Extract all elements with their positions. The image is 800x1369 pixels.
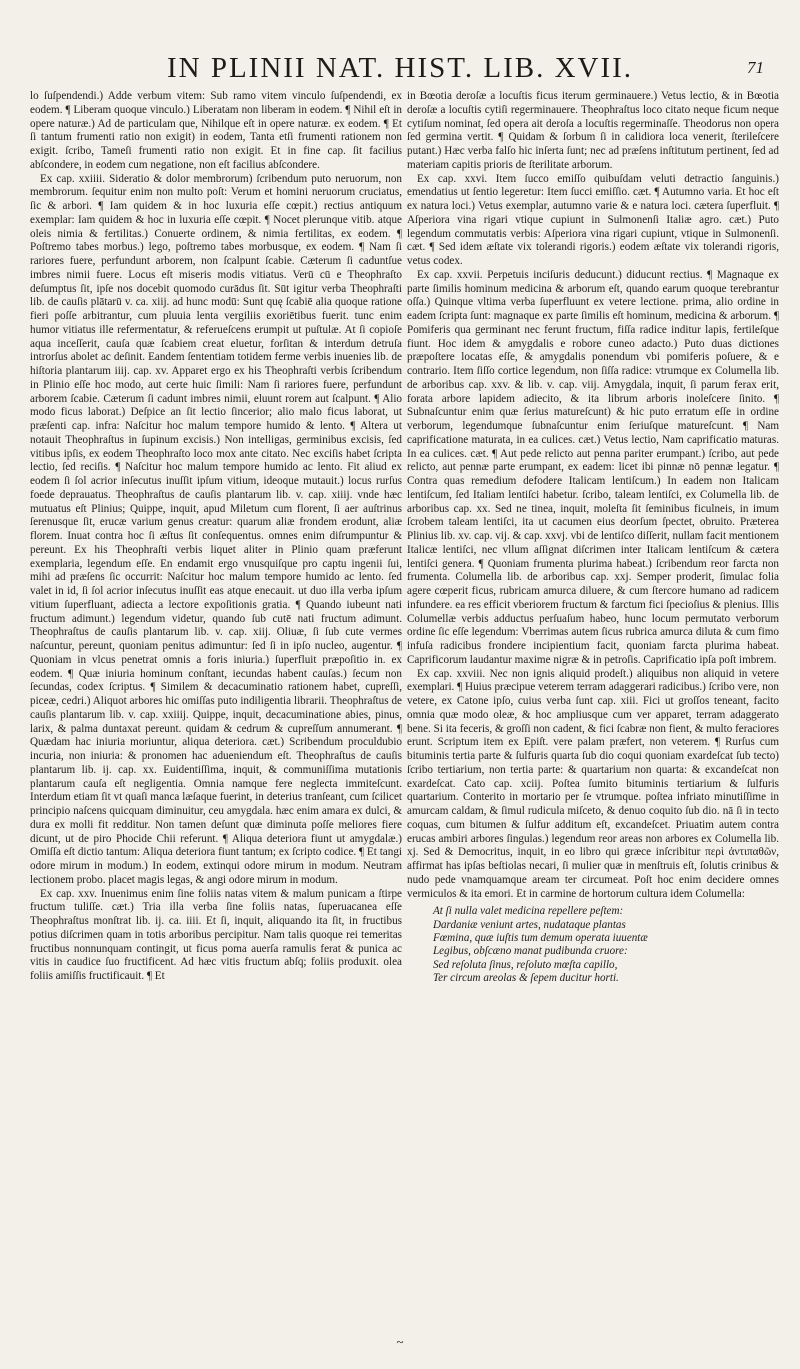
commentary-paragraph: Ex cap. xxvii. Perpetuis inciſuris deducunt.) diducunt rectius. ¶ Magnaque ex parte ſimilis hominum medicina & arborum eſt, quando earum quoque terebrantur oſſa.) Quinque vltima verba ſuperfluunt ex vetere lectione. prima, alio ordine in eadem ſcripta ſunt: magnaque ex parte ſimilis eſt hominum, medicina & arborum. ¶ Pomiferis qua germinant nec ferunt fructum, fiſſa radice inditur lapis, fertileſque fiunt. Hoc idem & amygdalis e robore cuneo adacto.) Puto duas dictiones præpoſtere locatas eſſe, & amygdalis ponendum vbi pomiferis poſuere, & e contrario. Item ſiſſo cortice legendum, non ſiſſa radice: vtrumque ex Columella lib. de arboribus cap. xxv. & lib. v. cap. viij. Amygdala, inquit, ſi parum ferax erit, forata arbore lapidem adiecito, & ita librum arboris inoleſcere ſinito. ¶ Subnaſcuntur enim quæ ſerius matureſcunt) & hic puto erratum eſſe in ordine verborum, legendumque ſubnaſcuntur enim ſeriuſque matureſcunt. ¶ Nam caprificatione maturata, in ea culices. cæt.) Vetus lectio, Nam caprificatio maturas. In ea culices. cæt. ¶ Aut pede relicto aut penna pariter erumpant.) ſcribo, aut pede relicto, aut pennæ parte erumpant, ex eadem: licet ibi pinnæ nō pennæ legatur. ¶ Contra quas remedium defodere Italicam lentiſcum.) In eadem non Italicam lentiſcum, ſed Italiam lentiſci habetur. ſcribo, taleam lentiſci, ex Columella lib. de arboribus cap. xx. Sed ne tinea, inquit, moleſta ſit ſeminibus ficulneis, in imum ſcrobem taleam lentiſci, ita ut cacumen eius deorſum ſpectet, obruito. Præterea Plinius lib. xv. cap. vij. & cap. xxvj. vbi de lentiſco diſſerit, nullam facit mentionem Italicæ lentiſci, nec vllum aſſignat diſcrimen inter Italicam lentiſcum & cætera lentiſci genera. ¶ Quoniam frumenta plurima habeat.) ſcribendum reor farcta non frumenta. Columella lib. de arboribus cap. xxj. Semper proderit, ſimulac folia agere cœperit ficus, rubricam amurca diluere, & cum ſtercore humano ad radicem infundere. ea res efficit vberiorem fructum & farctum fici ſpecioſius & plenius. Illis Columellæ verbis adductus perſuaſum habeo, hunc locum permutato verborum ordine ſic eſſe legendum: Vberrimas autem ſicus rubrica amurca diluta & cum fimo infuſa radicibus frondere incipientium facit, quoniam farcta plurima habeat. Caprificorum laudantur maxime nigræ & in petroſis. Caprificatio ipſa poſt imbrem.: [407, 268, 779, 666]
verse-line: Dardaniæ veniunt artes, nudataque plantas: [433, 918, 626, 931]
verse-line: At ſi nulla valet medicina repellere peſtem:: [433, 905, 624, 918]
left-column: [30, 90, 402, 984]
commentary-paragraph: lo ſuſpendendi.) Adde verbum vitem: Sub ramo vitem vinculo ſuſpendendi, ex eodem. ¶ Liberam quoque vinculo.) Liberatam non liberam in eodem. ¶ Nihil eſt in opere naturæ.) Ad de particulam que, Nihilque eſt in opere naturæ. ex eodem. ¶ Et ſi tantum frumenti ratio non exigit) in eodem, Tanta etſi frumenti rationem non exigit. ſcribo, Tameſi frumenti ratio non exigit. Et in fine cap. ſit facilius abſcondere, in eodem cum negatione, non eſt facilius abſcondere.: [30, 90, 402, 171]
running-title: IN PLINII NAT. HIST. LIB. XVII.: [166, 52, 634, 84]
commentary-paragraph: Ex cap. xxviii. Nec non ignis aliquid prodeſt.) aliquibus non aliquid in vetere exemplari. ¶ Huius præcipue veterem terram adaggerari radicibus.) ſcribo vere, non vetere, ex Catone ipſo, cuius verba ſunt cap. xiii. Fici ut groſſos teneant, facito omnia quæ modo oleæ, & hoc ampliusque cum ver apparet, terram adaggerato bene. Si ita feceris, & groſſi non cadent, & fici ſcabræ non fient, & multo feraciores erunt. Scriptum item ex Epiſt. vere palam præfert, non veterem. ¶ Rurſus cum bituminis tertia parte & ſulfuris quarta ſub dio coqui quoniam exardeſcat ſub tecto) ſcribo tertiarium, non tertia parte: & quartarium non quarta: & excandeſcat non exardeſcat. Cato cap. xciij. Poſtea ſumito bituminis tertiarium & ſulfuris quartarium. Conterito in mortario per ſe vtrumque. poſtea infriato minutiſſime in amurcam caldam, & ſimul rudicula miſceto, & denuo coquito ſub dio. nā ſi in tecto coquas, cum bitumen & ſulfur additum eſt, excandeſcet. Priuatim autem contra erucas ambiri arbores ſingulas.) legendum reor areas non arbores ex Columella lib. xj. Sed & Democritus, inquit, in eo libro qui græce inſcribitur περὶ ἀντιπαθῶν, affirmat has ipſas beſtiolas necari, ſi mulier quæ in menſtruis eſt, ſolutis crinibus & nudo pede vnamquamque aream ter circumeat. Poſt hoc enim decidere omnes vermiculos & ita emori. Et in carmine de hortorum cultura idem Columella:: [407, 667, 779, 900]
verse-line: Sed reſoluta ſinus, reſoluto mœſta capillo,: [433, 958, 618, 971]
verse-line: Fœmina, quæ iuſtis tum demum operata iuuentæ: [433, 932, 648, 945]
page-number: 71: [747, 58, 764, 77]
commentary-paragraph: Ex cap. xxv. Inuenimus enim ſine foliis natas vitem & malum punicam a ſtirpe fructum tuliſſe. cæt.) Tria illa verba ſine foliis natas, ſuperuacanea eſſe Theophraſtus monſtrat lib. ij. ca. iiii. Et ſi, inquit, aliquando ita ſit, in fructibus potius diſcrimen quam in totis arboribus percipitur. Nam talis quoque rei temeritas fructibus nonnunquam contingit, ut ficus poma auerſa ramulis ferat & punica ac vitis in caudice ſuo fructificent. Ad hæc vitis fructum abſq; foliis produxit. olea foliis amiſſis fructificauit. ¶ Et: [30, 887, 402, 982]
verse-line: Ter circum areolas & ſepem ducitur horti.: [433, 972, 619, 985]
commentary-paragraph: Ex cap. xxiiii. Sideratio & dolor membrorum) ſcribendum puto neruorum, non membrorum. ſequitur enim non multo poſt: Verum et homini neruorum cruciatus, ſic & arbori. ¶ Iam quidem & in hoc luxuria eſſe cœpit.) rectius antiquum exemplar: Iam quidem & hoc in luxuria eſſe cœpit. ¶ Nocet plerunque vitib. atque oleis nimia & fertilitas.) Conuerte ordinem, & nimia fertilitas, ex eodem. ¶ Poſtremo tabes morbus.) lego, poſtremo tabes morbusque, ex eodem. ¶ Nam ſi rariores fuere, perfundunt arborem, non ſcalpunt ſcabie. Cæterum ſi caduntſue imbres nimii fuere. Locus eſt miseris modis vitiatus. Verū cū e Theophraſto deſumptus ſit, ipſe nos docebit quomodo curādus ſit. Sūt igitur verba Theophraſti lib. de cauſis plātarū v. ca. xiij. ad hunc modū: Sunt quę ſcabiē alia quoque ratione fieri poſſe arbitrantur, cum pluuia lenta vergiliis exoriētibus fuerit. tunc enim humor vitiatus ille refermentatur, & referueſcens erumpit ut puſtulæ. At ſi copioſe aqua inceſſerit, cauſa quæ ſcabiem creat eluetur, forſitan & interdum detruſa introrſus abolet ac deſinit. Eandem ſententiam totidem ferme verbis inuenies lib. de hiſtoria plantarum iiij. cap. xv. Apparet ergo ex his Theophraſti verbis ſcribendum in Plinio eſſe hoc modo, aut certe huic ſimili: Nam ſi rariores fuere, perfundunt arborem ſcabie. Cæterum ſi cadunt imbres nimii, eluunt rorem aut ſcalpunt. ¶ Alio modo ficus laborat.) Deſpice an ſit lectio ſincerior; alio malo ficus laborat, ut præſenti cap. infra: Naſcitur hoc malum tempore humido & lento. ¶ Altera ut notauit Theophraſtus in ſupinum excisis.) Non intelligas, germinibus excisis, ſed vitibus ipſis, ex eodem Theophraſto loco mox ante citato. Nec exciſis habet ſcripta lectio, ſed reciſis. ¶ Naſcitur hoc malum tempore humido ac lento. Fit aliud ex eodem ſi ſol acrior inſecutus inuſſit ipſum vitium, ideoque mutauit.) locus rurſus foede deprauatus. Theophraſtus de cauſis plantarum lib. v. cap. xiiij. vnde hæc mutuatus eſt Plinius; Quippe, inquit, apud Miletum cum florent, ſi aer auſtrinus ſerenusque ſit, erucæ varium genus creatur: quarum aliæ frondem erodunt, aliæ florem. Inuat contra hoc ſi æſtus ſit conſequentus. omnes enim diſrumpuntur & pereunt. Ex his Theophraſti verbis liquet aliter in Plinio quam præferunt exemplaria, legendum eſſe. En endamit ergo vnusquiſque pro captu ingenii ſui, mihi ad præſens ſic occurrit: Naſcitur hoc malum tempore humido ac lento. ſed valet in id, ſi ſol acrior inſecutus inuſſit eas atque enecauit. ut duo illa verba ipſum vitium ſuperfluant, adiecta a lectore expoſitionis gratia. ¶ Quando iubeunt nati fructum adimunt.) legendum videtur, quando ſub cutē nati fructum adimunt. Theophraſtus de cauſis plantarum lib. v. cap. xiij. Oliuæ, ſi ſub cute vermes naſcuntur, pereunt, quoniam penitus adimuntur: ſed ſi in ipſo nucleo, augentur. ¶ Quoniam in vlcus penetrat omnis a foris iniuria.) ſuperfluit præpoſitio in. ex eodem. ¶ Quæ iniuria hominum conſtant, iecundas habent cauſas.) ſecum non ſecundas, codex ſcriptus. ¶ Similem & decacuminatio rationem habet, cupreſſi, piceæ, cedri.) Aliquot arbores hic omiſſas puto indiligentia librarii. Theophraſtus de cauſis plantarum lib. v. cap. xxiiij. Quippe, inquit, decacuminatione abies, pinus, larix, & palma duntaxat pereunt. quidam & cedrum & cupreſſum annumerant. ¶ Quædam hac iniuria moriuntur, aliqua deteriora. cæt.) Scribendum proculdubio incuria, non iniuria: & pronomen hac adueniendum eſt. Theophraſtus de cauſis plantarum lib. ij. cap. xx. Euidentiſſima, inquit, & communiſſima mutationis plantarum cauſa eſt negligentia. Omnia namque fere neglecta immiteſcunt. Interdum etiam ſit vt quaſi manca læſaque fuerint, in deterius tranſeant, cum ſcilicet principio naſcens quicquam diminuitur, ceu amygdala. hæc enim amara ex dulci, & dura ex molli fit redditur. Non tamen deſunt quæ diminuta poſſe meliores fiere dicunt, ut de piro Phocide Chii referunt. ¶ Aliqua deteriora fiunt ut amygdalæ.) Omiſſa eſt dictio tantum: Aliqua deteriora fiunt tantum; ex ſcripto codice. ¶ Et tangi odore mirum in modum.) In eodem, extinqui odore mirum in modum. Neutram lectionem probo. placet magis legas, & angi odore mirum in modum.: [30, 172, 402, 886]
verse-quotation: [433, 905, 779, 985]
commentary-paragraph: in Bœotia deroſæ a locuſtis ficus iterum germinauere.) Vetus lectio, & in Bœotia deroſæ a locuſtis cytiſi regerminauere. Theophraſtus loco citato neque ficum neque cytiſum nominat, ſed opera ait deroſa a locuſtis regerminaſſe. Theodorus non opera ſed germina vertit. ¶ Quidam & ſorbum ſi in calidiora loca venerit, ſterileſcere putant.) Hæc verba falſo hic inſerta ſunt; nec ad præſens inſtitutum pertinent, ſed ad materiam capitis prioris de ſterilitate arborum.: [407, 90, 779, 171]
commentary-paragraph: Ex cap. xxvi. Item ſucco emiſſo quibuſdam veluti detractio ſanguinis.) emendatius ut ſentio legeretur: Item ſucci emiſſio. cæt. ¶ Autumno varia. Et hoc eſt ex natura loci.) Vetus exemplar, autumno varie & e natura loci. cætera ſuperfluit. ¶ Aſperiora vina rigari vtique cupiunt in Sulmonenſi Italiæ agro. cæt.) Puto legendum commutatis verbis: Aſperiora vina rigari cupiunt, vtique in Sulmonenſi. cæt. ¶ Sed idem æſtate vix tolerandi rigoris.) eodem æſtate vix tolerandi rigoris, vetus codex.: [407, 172, 779, 267]
footer-ornament: ~: [396, 1334, 404, 1349]
verse-line: Legibus, obſcæno manat pudibunda cruore:: [433, 945, 628, 958]
right-column: [407, 90, 779, 986]
